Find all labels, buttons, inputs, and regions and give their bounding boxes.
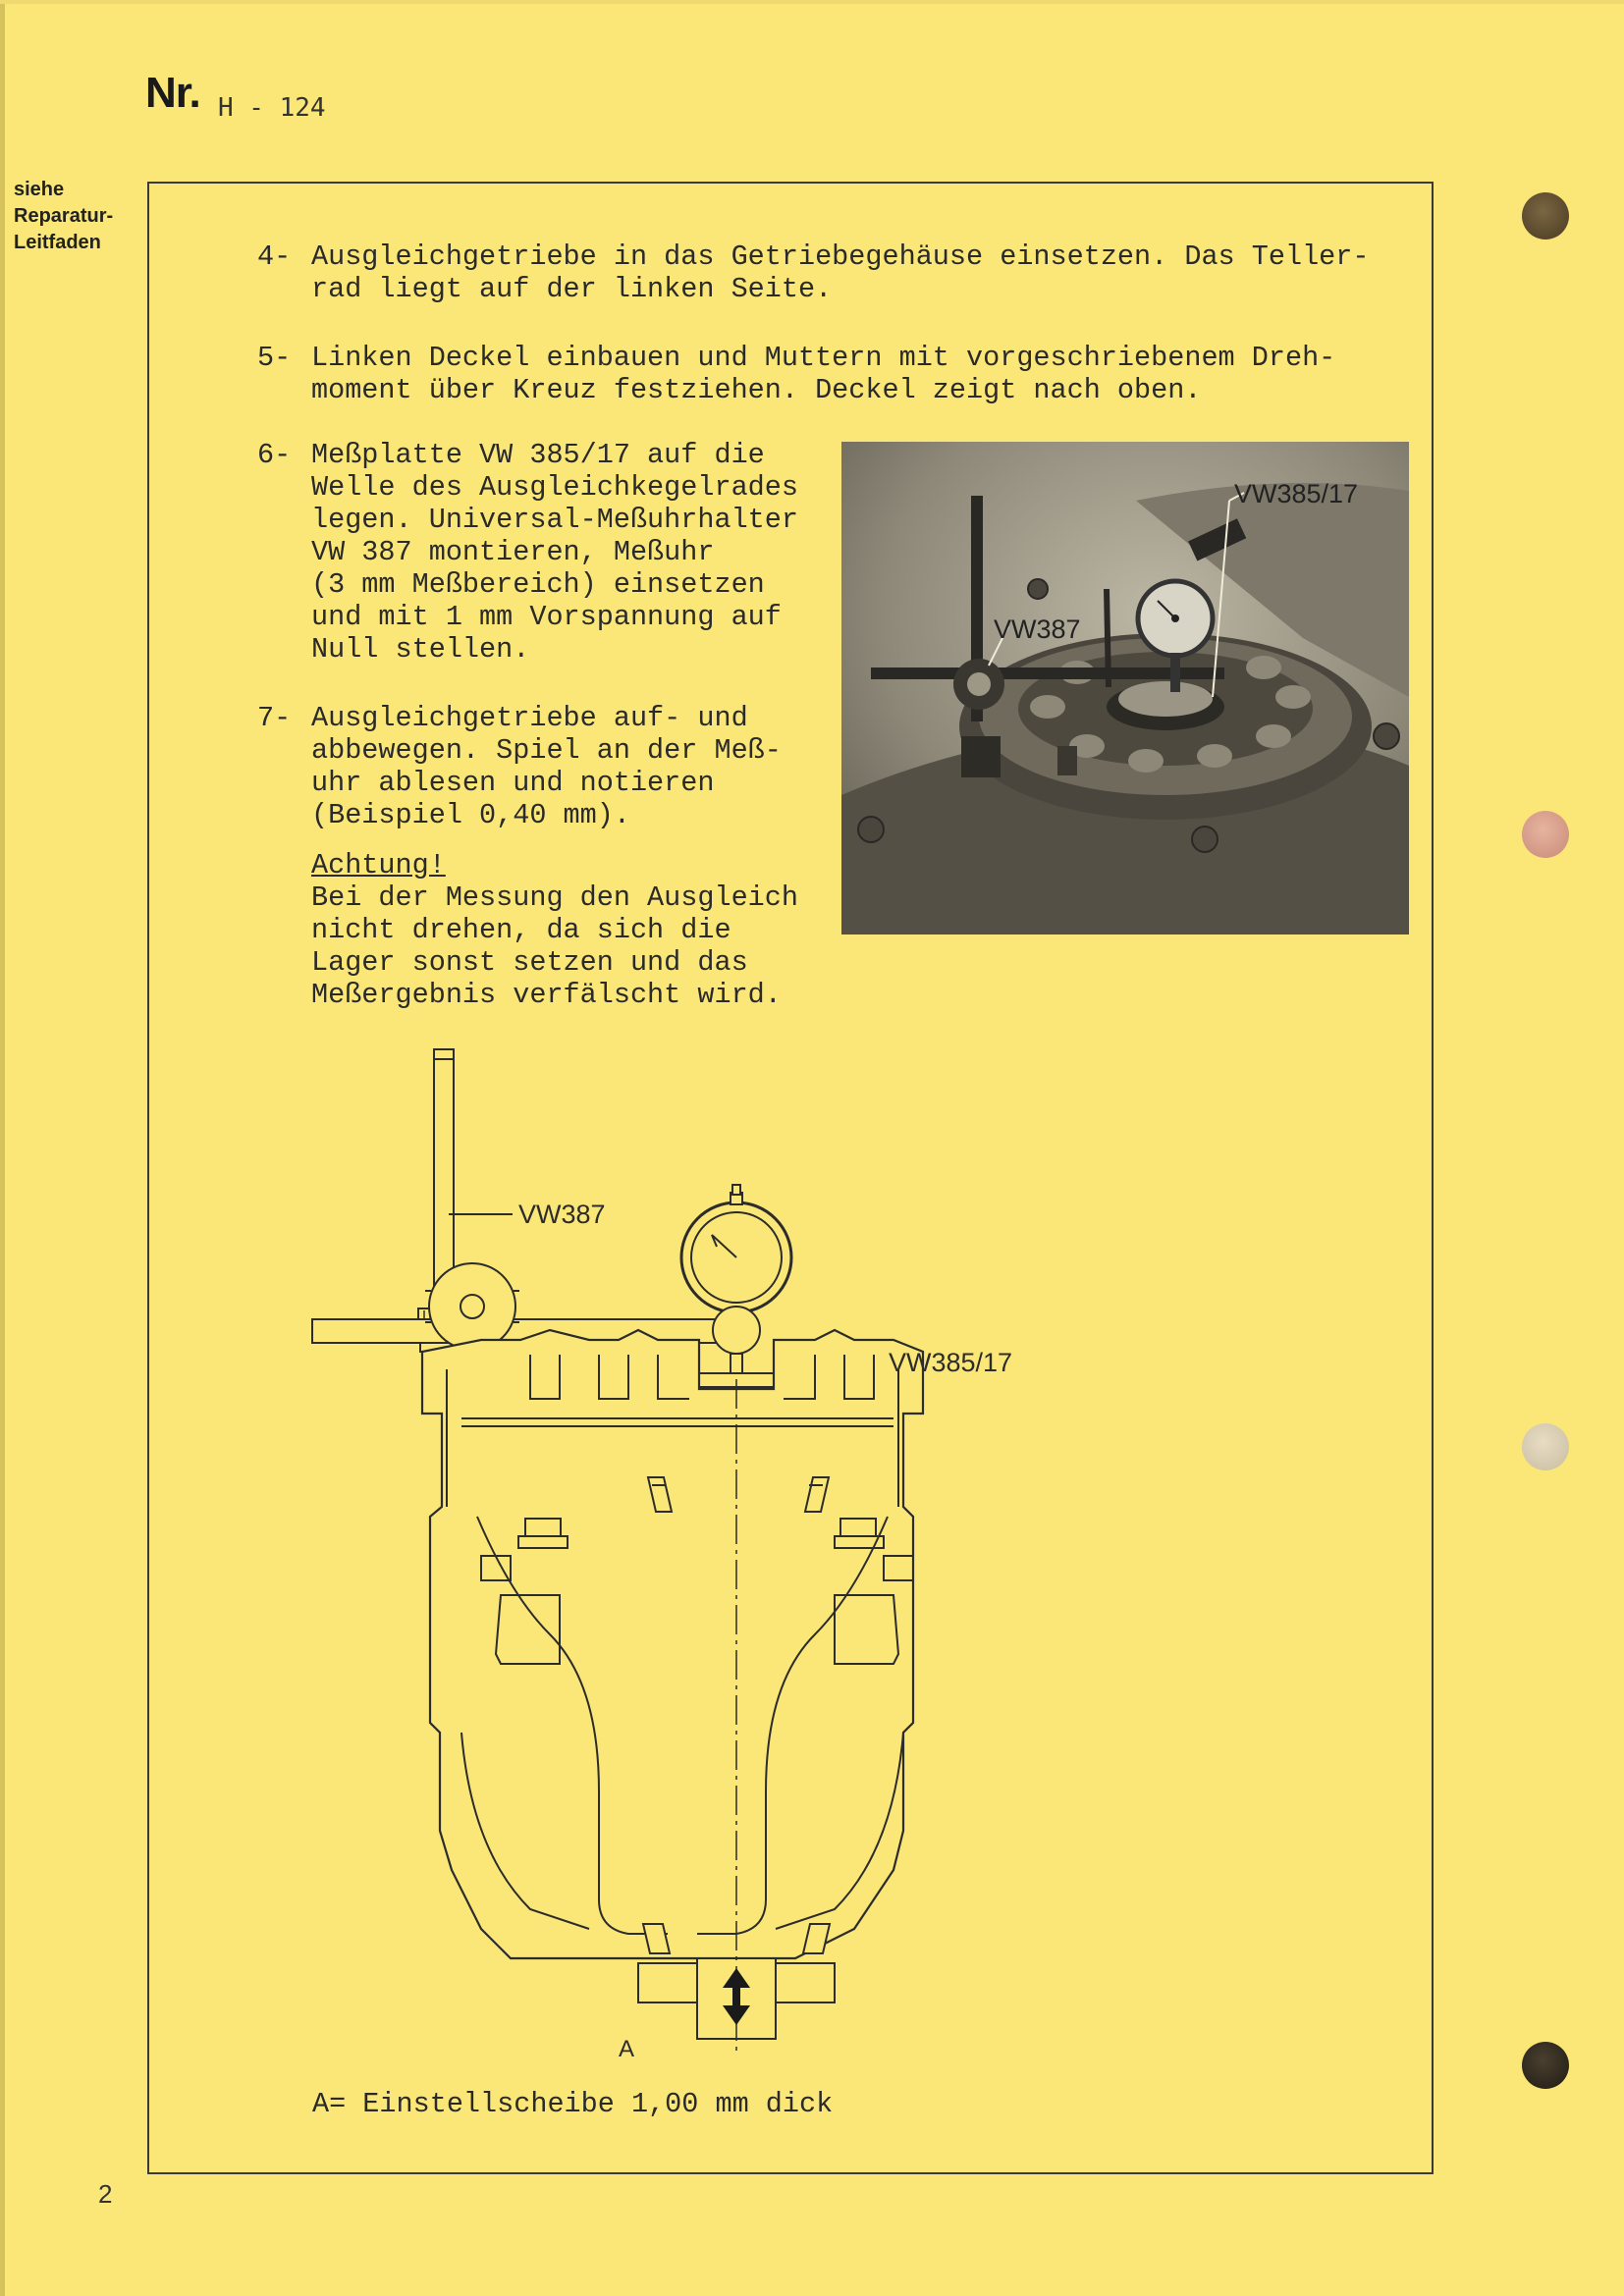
paper-edge (0, 0, 5, 2296)
step-line: abbewegen. Spiel an der Meß- (311, 734, 782, 767)
margin-note (14, 177, 141, 256)
punch-hole (1522, 192, 1569, 240)
warning-line: Bei der Messung den Ausgleich (311, 881, 798, 914)
step-line: Ausgleichgetriebe in das Getriebegehäuse einsetzen. Das Teller- (311, 240, 1370, 273)
warning-line: Lager sonst setzen und das (311, 946, 748, 979)
punch-hole (1522, 1423, 1569, 1470)
paper-top-edge (0, 0, 1624, 4)
step-number: 7- (257, 702, 292, 734)
header-nr-label: Nr. (145, 69, 200, 117)
page-number: 2 (98, 2179, 113, 2209)
warning-line: nicht drehen, da sich die (311, 914, 731, 946)
margin-note-line: Reparatur- (14, 205, 114, 227)
measurement-photo (841, 442, 1409, 934)
step-line: moment über Kreuz festziehen. Deckel zeigt nach oben. (311, 374, 1202, 406)
punch-hole (1522, 2042, 1569, 2089)
step-line: Null stellen. (311, 633, 530, 666)
step-line: (3 mm Meßbereich) einsetzen (311, 568, 765, 601)
margin-note-line: siehe (14, 179, 65, 200)
step-line: Meßplatte VW 385/17 auf die (311, 439, 765, 471)
step-number: 4- (257, 240, 292, 273)
step-number: 6- (257, 439, 292, 471)
photo-label-plate: VW385/17 (1234, 479, 1359, 508)
warning-line: Meßergebnis verfälscht wird. (311, 979, 782, 1011)
photo-label-holder: VW387 (994, 614, 1081, 644)
step-line: Linken Deckel einbauen und Muttern mit vorgeschriebenem Dreh- (311, 342, 1336, 374)
diagram-label-plate: VW385/17 (889, 1348, 1013, 1377)
step-line: uhr ablesen und notieren (311, 767, 715, 799)
diagram-label-a: A (619, 2036, 635, 2056)
punch-hole (1522, 811, 1569, 858)
step-line: Welle des Ausgleichkegelrades (311, 471, 798, 504)
step-line: Ausgleichgetriebe auf- und (311, 702, 748, 734)
margin-note-line: Leitfaden (14, 232, 101, 253)
warning-title: Achtung! (311, 849, 446, 881)
document-number: H - 124 (218, 93, 326, 123)
step-line: und mit 1 mm Vorspannung auf (311, 601, 782, 633)
step-line: legen. Universal-Meßuhrhalter (311, 504, 798, 536)
step-line: (Beispiel 0,40 mm). (311, 799, 630, 831)
step-number: 5- (257, 342, 292, 374)
diagram-label-holder: VW387 (518, 1200, 606, 1229)
step-line: VW 387 montieren, Meßuhr (311, 536, 715, 568)
step-line: rad liegt auf der linken Seite. (311, 273, 833, 305)
diagram-caption: A= Einstellscheibe 1,00 mm dick (312, 2088, 834, 2120)
measurement-diagram (304, 1045, 1080, 2056)
